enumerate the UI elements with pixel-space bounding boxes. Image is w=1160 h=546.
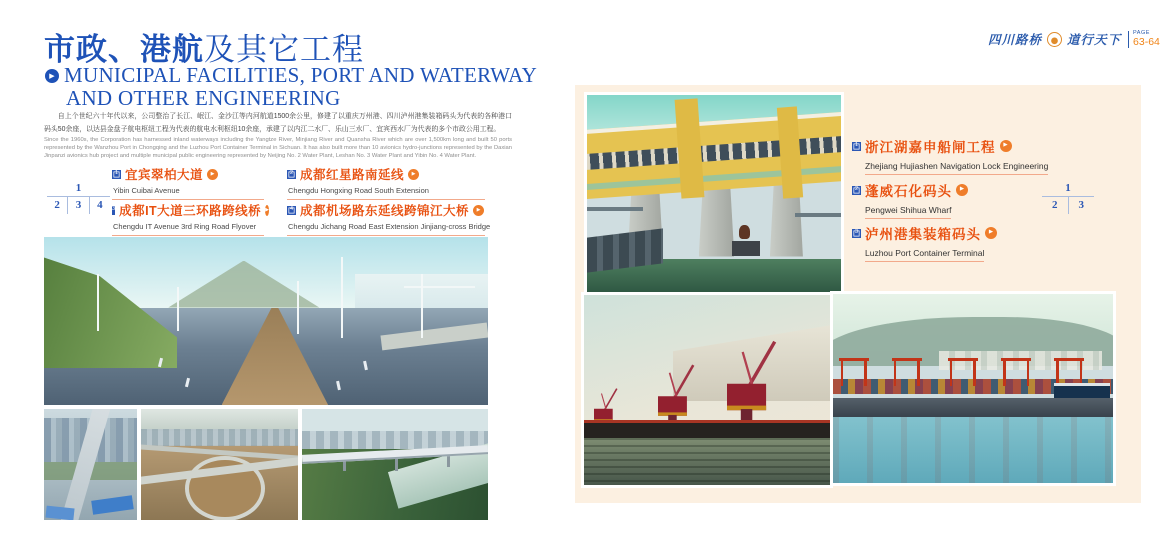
project-title-en: Chengdu Hongxing Road South Extension bbox=[288, 186, 429, 195]
gantry-crane bbox=[948, 358, 978, 386]
photo-pengwei-shihua-wharf bbox=[581, 292, 833, 488]
crane-leg bbox=[841, 358, 844, 386]
index-badge-icon: 2 bbox=[852, 186, 861, 195]
page-title-zh-light: 及其它工程 bbox=[204, 32, 364, 67]
railing-band bbox=[584, 165, 844, 190]
crane-leg bbox=[973, 358, 976, 386]
project-title-zh: 宜宾翠柏大道 bbox=[125, 168, 204, 182]
layout-map-top-row bbox=[1042, 180, 1094, 197]
crane-leg bbox=[917, 358, 920, 386]
photo-hujiashen-navigation-lock bbox=[584, 92, 844, 295]
intro-paragraph-zh: 自上个世纪六十年代以来，公司整治了长江、岷江、金沙江等内河航道1500余公里，修建了以重庆万州港、四川泸州港集装箱码头为代表的各种港口码头50余座，以达县金盘子航电枢纽工程为代表的航电水利枢纽10余座，承建了以内江二水厂、乐山三水厂、宜宾西水厂为代表的多个市政公用工程。 bbox=[44, 113, 512, 133]
project-title-zh: 成都IT大道三环路跨线桥 bbox=[119, 204, 262, 218]
layout-map-bottom-row bbox=[1042, 197, 1094, 214]
project-title-en: Zhejiang Hujiashen Navigation Lock Engineering bbox=[865, 161, 1048, 175]
project-item-it-avenue-flyover bbox=[112, 201, 270, 236]
photo-layout-map-right bbox=[1042, 180, 1094, 214]
project-item-luzhou-terminal bbox=[852, 223, 997, 262]
layout-map-cell: 2 bbox=[54, 199, 60, 211]
crane-leg bbox=[1027, 358, 1030, 386]
project-item-header bbox=[852, 223, 997, 243]
photo-luzhou-container-terminal bbox=[830, 291, 1116, 486]
lower-bridge bbox=[795, 213, 841, 217]
quay-wall bbox=[833, 398, 1113, 417]
arrow-circle-icon: ▶ bbox=[265, 205, 269, 216]
lower-bridge bbox=[587, 207, 643, 211]
project-item-hujiashen-lock bbox=[852, 136, 1048, 175]
page-subtitle-en-line1: MUNICIPAL FACILITIES, PORT AND WATERWAY bbox=[64, 63, 538, 87]
layout-map-cell: 2 bbox=[1052, 199, 1058, 211]
crane-cab bbox=[727, 384, 766, 410]
index-badge-icon: 3 bbox=[112, 206, 115, 215]
brand-header bbox=[988, 30, 1160, 48]
index-badge-icon: 3 bbox=[852, 229, 861, 238]
arrow-circle-icon: ▶ bbox=[956, 184, 968, 196]
crane-cab bbox=[658, 396, 687, 416]
statue-pedestal bbox=[732, 241, 760, 256]
divider-rule bbox=[112, 235, 264, 236]
crane-leg bbox=[894, 358, 897, 386]
photo-hongxing-road-extension bbox=[44, 409, 137, 520]
project-title-zh: 泸州港集装箱码头 bbox=[865, 227, 981, 242]
project-item-header bbox=[287, 201, 485, 219]
index-badge-icon: 1 bbox=[852, 142, 861, 151]
divider-rule bbox=[287, 235, 485, 236]
intro-paragraph-en: Since the 1960s, the Corporation has harnessed inland waterways including the Yangtze River, Minjiang River and Quansha River which are over 1,500km long and built 50 ports represented by the Wanzhou Port in Chongqing and the Luzhou Port Container Terminal in Sichuan. It has also built more than 10 avionics hydro-junctions represented by the Daxian Jinpanzi avionics hub project and multiple municipal public engineering represented by Neijing No. 2 Water Plant, Leshan No. 3 Water Plant and Yibin No. 4 Water Plant. bbox=[44, 137, 512, 159]
crane-leg bbox=[950, 358, 953, 386]
brand-slogan: 道行天下 bbox=[1067, 33, 1122, 47]
gantry-crane bbox=[839, 358, 869, 386]
arrow-circle-icon: ▶ bbox=[207, 169, 218, 180]
project-title-zh: 成都红星路南延线 bbox=[300, 168, 405, 182]
crane-leg bbox=[864, 358, 867, 386]
page-label: PAGE bbox=[1133, 29, 1150, 36]
lion-statue bbox=[739, 225, 750, 239]
gantry-crane bbox=[892, 358, 922, 386]
lamp-pole bbox=[97, 274, 99, 331]
play-icon bbox=[45, 69, 59, 83]
water-reflections bbox=[833, 417, 1113, 483]
page-subtitle-en-line2: AND OTHER ENGINEERING bbox=[66, 86, 341, 110]
photo-jinjiang-cross-bridge bbox=[302, 409, 488, 520]
blue-roof bbox=[45, 505, 74, 520]
photo-layout-map-left bbox=[47, 180, 110, 214]
arrow-circle-icon: ▶ bbox=[1000, 140, 1012, 152]
sky-region bbox=[302, 409, 488, 433]
photo-yibin-cuibai-avenue bbox=[44, 237, 488, 405]
divider-rule bbox=[112, 199, 264, 200]
project-title-en: Chengdu IT Avenue 3rd Ring Road Flyover bbox=[113, 222, 257, 231]
project-title-en: Yibin Cuibai Avenue bbox=[113, 186, 180, 195]
water-ripples bbox=[584, 438, 830, 486]
layout-map-cell: 1 bbox=[1065, 182, 1071, 194]
layout-map-cell: 1 bbox=[75, 182, 82, 194]
project-title-en: Chengdu Jichang Road East Extension Jinjiang-cross Bridge bbox=[288, 222, 491, 231]
page-title-zh-bold: 市政、港航 bbox=[44, 32, 204, 67]
photo-it-avenue-flyover bbox=[141, 409, 298, 520]
layout-map-cell: 3 bbox=[1068, 197, 1095, 214]
company-logo-icon bbox=[1047, 32, 1062, 47]
window-band bbox=[584, 135, 844, 171]
project-item-yibin-cuibai-avenue bbox=[112, 165, 264, 200]
layout-map-top-row bbox=[47, 180, 110, 197]
project-title-zh: 浙江湖嘉申船闸工程 bbox=[865, 140, 996, 155]
project-title-zh: 蓬威石化码头 bbox=[865, 184, 952, 199]
layout-map-cell: 4 bbox=[89, 197, 110, 214]
index-badge-icon: 4 bbox=[287, 206, 296, 215]
project-item-header bbox=[852, 180, 968, 200]
project-item-header bbox=[287, 165, 485, 183]
layout-map-cell: 3 bbox=[67, 197, 88, 214]
arrow-circle-icon: ▶ bbox=[408, 169, 419, 180]
city-skyline bbox=[141, 429, 298, 446]
index-badge-icon: 2 bbox=[287, 170, 296, 179]
layout-map-bottom-row bbox=[47, 197, 110, 214]
lamp-pole bbox=[341, 257, 343, 338]
project-title-en: Pengwei Shihua Wharf bbox=[865, 205, 951, 219]
project-item-header bbox=[852, 136, 1048, 156]
distant-bridge bbox=[404, 286, 475, 288]
project-item-hongxing-road bbox=[287, 165, 485, 200]
project-item-pengwei-wharf bbox=[852, 180, 968, 219]
divider-rule bbox=[287, 199, 485, 200]
brand-company-name: 四川路桥 bbox=[988, 33, 1043, 47]
project-title-zh: 成都机场路东延线跨锦江大桥 bbox=[300, 204, 470, 218]
arrow-circle-icon: ▶ bbox=[985, 227, 997, 239]
gantry-crane bbox=[1001, 358, 1031, 386]
play-glyph: ▶ bbox=[49, 72, 55, 80]
lamp-pole bbox=[297, 281, 299, 335]
project-item-jichang-road-bridge bbox=[287, 201, 491, 236]
project-item-header bbox=[112, 165, 264, 183]
sky-region bbox=[141, 409, 298, 431]
project-item-header bbox=[112, 201, 270, 219]
crane-leg bbox=[1003, 358, 1006, 386]
page-number: 63-64 bbox=[1133, 36, 1160, 48]
arrow-circle-icon: ▶ bbox=[473, 205, 484, 216]
lamp-pole bbox=[421, 274, 423, 338]
page-number-box bbox=[1128, 31, 1160, 48]
lamp-pole bbox=[177, 287, 179, 331]
project-title-en: Luzhou Port Container Terminal bbox=[865, 248, 984, 262]
index-badge-icon: 1 bbox=[112, 170, 121, 179]
